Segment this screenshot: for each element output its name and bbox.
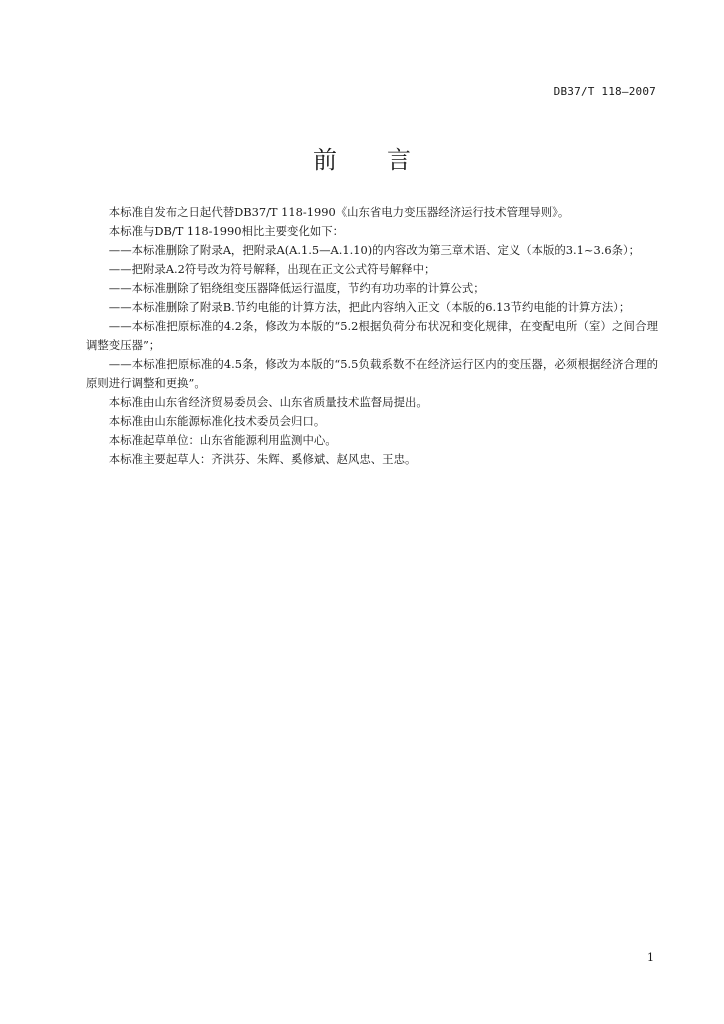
paragraph: 本标准主要起草人：齐洪芬、朱辉、奚修斌、赵风忠、王忠。	[108, 452, 417, 466]
paragraph: 本标准由山东省经济贸易委员会、山东省质量技术监督局提出。	[108, 395, 428, 409]
standard-number: DB37/T 118—2007	[553, 85, 656, 98]
title-char-1: 前	[313, 146, 337, 174]
paragraph: ——本标准删除了铝绕组变压器降低运行温度，节约有功功率的计算公式；	[108, 281, 485, 295]
paragraph: 本标准与DB/T 118-1990相比主要变化如下：	[108, 224, 345, 238]
paragraph: ——本标准把原标准的4.5条，修改为本版的“5.5负载系数不在经济运行区内的变压器，必须根据经济合理的原则进行调整和更换”。	[86, 357, 658, 390]
paragraph: 本标准起草单位：山东省能源利用监测中心。	[108, 433, 337, 447]
paragraph: ——把附录A.2符号改为符号解释，出现在正文公式符号解释中；	[108, 262, 436, 276]
paragraph: ——本标准把原标准的4.2条，修改为本版的“5.2根据负荷分布状况和变化规律，在变配电所（室）之间合理调整变压器”；	[86, 319, 658, 352]
page-title	[0, 140, 724, 175]
foreword-body	[86, 203, 658, 469]
title-char-2: 言	[387, 146, 411, 174]
paragraph: ——本标准删除了附录A，把附录A(A.1.5—A.1.10)的内容改为第三章术语、定义（本版的3.1~3.6条）；	[108, 243, 641, 257]
paragraph: ——本标准删除了附录B.节约电能的计算方法，把此内容纳入正文（本版的6.13节约电能的计算方法）；	[108, 300, 631, 314]
paragraph: 本标准由山东能源标准化技术委员会归口。	[108, 414, 326, 428]
paragraph: 本标准自发布之日起代替DB37/T 118-1990《山东省电力变压器经济运行技术管理导则》。	[108, 205, 570, 219]
page-number: 1	[647, 951, 654, 964]
